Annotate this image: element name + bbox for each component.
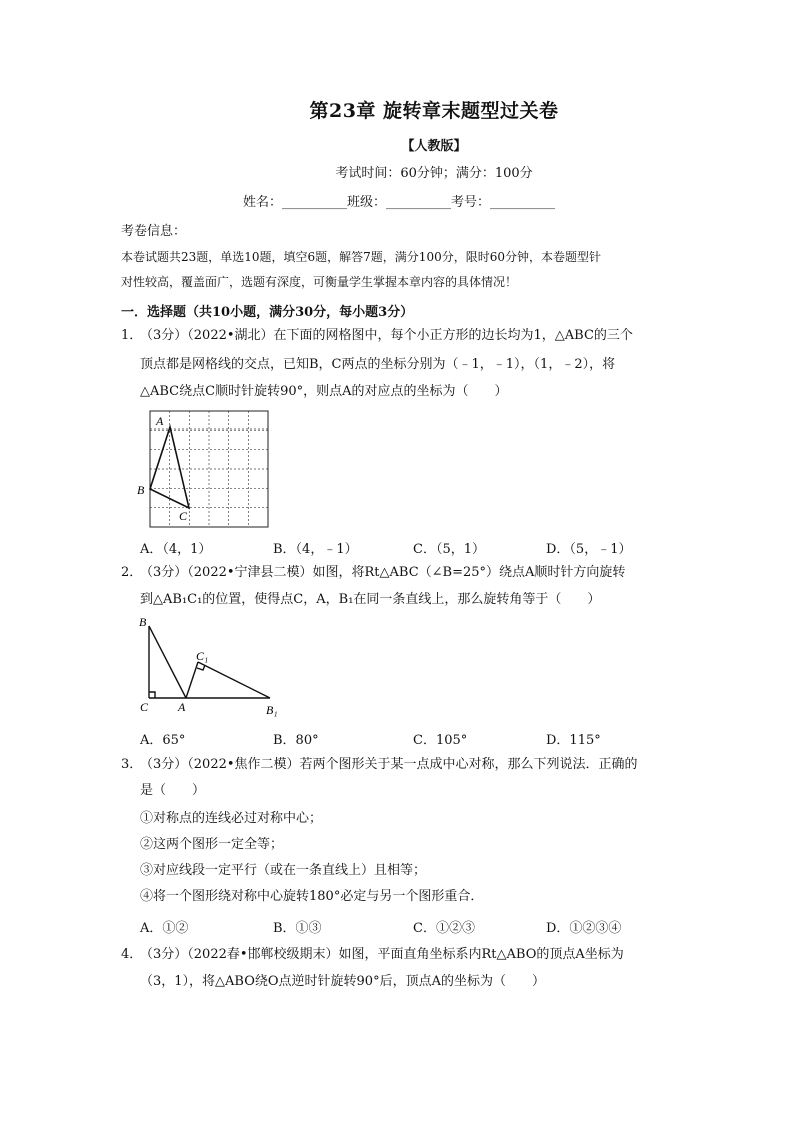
q3-item-1: ①对称点的连线必过对称中心；: [140, 811, 323, 826]
q2-label-B: B: [139, 615, 147, 629]
q1-label-C: C: [179, 509, 188, 523]
q1-line-2: 顶点都是网格线的交点，已知B，C两点的坐标分别为（﹣1，﹣1），（1，﹣2），将: [140, 357, 616, 372]
q2-label-A: A: [178, 700, 186, 714]
q1-option-d: D．（5，﹣1）: [546, 542, 632, 557]
q3-item-3: ③对应线段一定平行（或在一条直线上）且相等；: [140, 863, 427, 878]
q2-option-b: B．80°: [273, 733, 319, 748]
q1-option-c: C．（5，1）: [413, 542, 485, 557]
q3-line-1: （3分）（2022•焦作二模）若两个图形关于某一点成中心对称，那么下列说法．正确的: [140, 757, 638, 772]
q2-line-2: 到△AB₁C₁的位置，使得点C，A，B₁在同一条直线上，那么旋转角等于（ ）: [140, 592, 601, 607]
q1-number: 1．: [121, 328, 143, 343]
q3-line-2: 是（ ）: [140, 783, 206, 798]
q2-option-d: D．115°: [546, 733, 601, 748]
page-title: 第23章 旋转章末题型过关卷: [309, 100, 559, 122]
q2-rotation-figure: [134, 612, 294, 722]
q3-option-c: C．①②③: [413, 921, 475, 936]
q3-number: 3．: [121, 757, 143, 772]
q2-label-C1: C₁: [196, 649, 209, 663]
notes-line-2: 对性较高，覆盖面广，选题有深度，可衡量学生掌握本章内容的具体情况！: [121, 275, 518, 289]
q1-label-B: B: [137, 483, 145, 497]
q4-line-2: （3，1），将△ABO绕O点逆时针旋转90°后，顶点A的坐标为（ ）: [140, 974, 545, 989]
q1-grid-figure: [134, 405, 274, 533]
q1-line-1: （3分）（2022•湖北）在下面的网格图中，每个小正方形的边长均为1，△ABC的三个: [140, 328, 633, 343]
q4-line-1: （3分）（2022春•邯郸校级期末）如图，平面直角坐标系内Rt△ABO的顶点A坐标为: [140, 947, 624, 962]
q1-option-b: B．（4，﹣1）: [273, 542, 358, 557]
q2-label-B1: B₁: [266, 703, 278, 717]
q3-option-d: D．①②③④: [546, 921, 622, 936]
q3-option-a: A．①②: [140, 921, 189, 936]
notes-label: 考卷信息：: [121, 224, 187, 239]
q3-item-4: ④将一个图形绕对称中心旋转180°必定与另一个图形重合．: [140, 889, 484, 904]
q2-label-C: C: [140, 700, 149, 714]
q2-line-1: （3分）（2022•宁津县二模）如图，将Rt△ABC（∠B=25°）绕点A顺时针方向旋转: [140, 565, 626, 580]
edition-label: 【人教版】: [401, 139, 467, 154]
q3-option-b: B．①③: [273, 921, 322, 936]
q2-number: 2．: [121, 565, 143, 580]
q1-option-a: A．（4，1）: [140, 542, 212, 557]
q3-item-2: ②这两个图形一定全等；: [140, 837, 284, 852]
exam-info: 考试时间：60分钟；满分：100分: [335, 166, 533, 181]
section-heading: 一．选择题（共10小题，满分30分，每小题3分）: [121, 305, 414, 320]
q1-label-A: A: [156, 414, 164, 428]
name-class-id-row: 姓名：__________班级：__________考号：__________: [242, 195, 555, 210]
q2-option-a: A．65°: [140, 733, 186, 748]
q4-number: 4．: [121, 947, 143, 962]
notes-line-1: 本卷试题共23题，单选10题，填空6题，解答7题，满分100分，限时60分钟，本卷题型针: [121, 250, 601, 264]
q2-option-c: C．105°: [413, 733, 468, 748]
q1-line-3: △ABC绕点C顺时针旋转90°，则点A的对应点的坐标为（ ）: [140, 384, 508, 399]
